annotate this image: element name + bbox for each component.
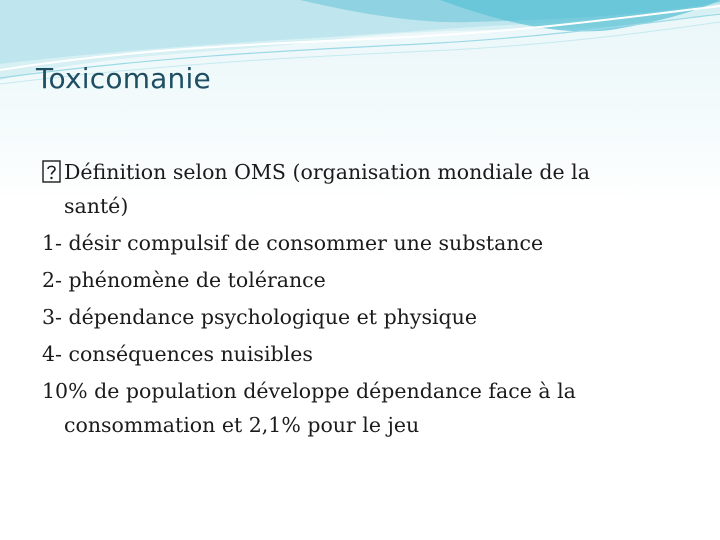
- replacement-glyph-icon: [42, 160, 62, 184]
- definition-text: Définition selon OMS (organisation mondiale de la: [64, 160, 590, 184]
- definition-line-1: [42, 156, 682, 190]
- slide-title: Toxicomanie: [36, 62, 211, 95]
- statistic-line-1: 10% de population développe dépendance face à la: [42, 379, 576, 403]
- slide-body: [42, 156, 682, 446]
- list-item-3: 3- dépendance psychologique et physique: [42, 305, 478, 329]
- definition-line-2: santé): [64, 194, 129, 218]
- statistic-line-2: consommation et 2,1% pour le jeu: [64, 413, 420, 437]
- list-item-2: 2- phénomène de tolérance: [42, 268, 326, 292]
- list-item-4: 4- conséquences nuisibles: [42, 342, 313, 366]
- list-item-1: 1- désir compulsif de consommer une substance: [42, 231, 544, 255]
